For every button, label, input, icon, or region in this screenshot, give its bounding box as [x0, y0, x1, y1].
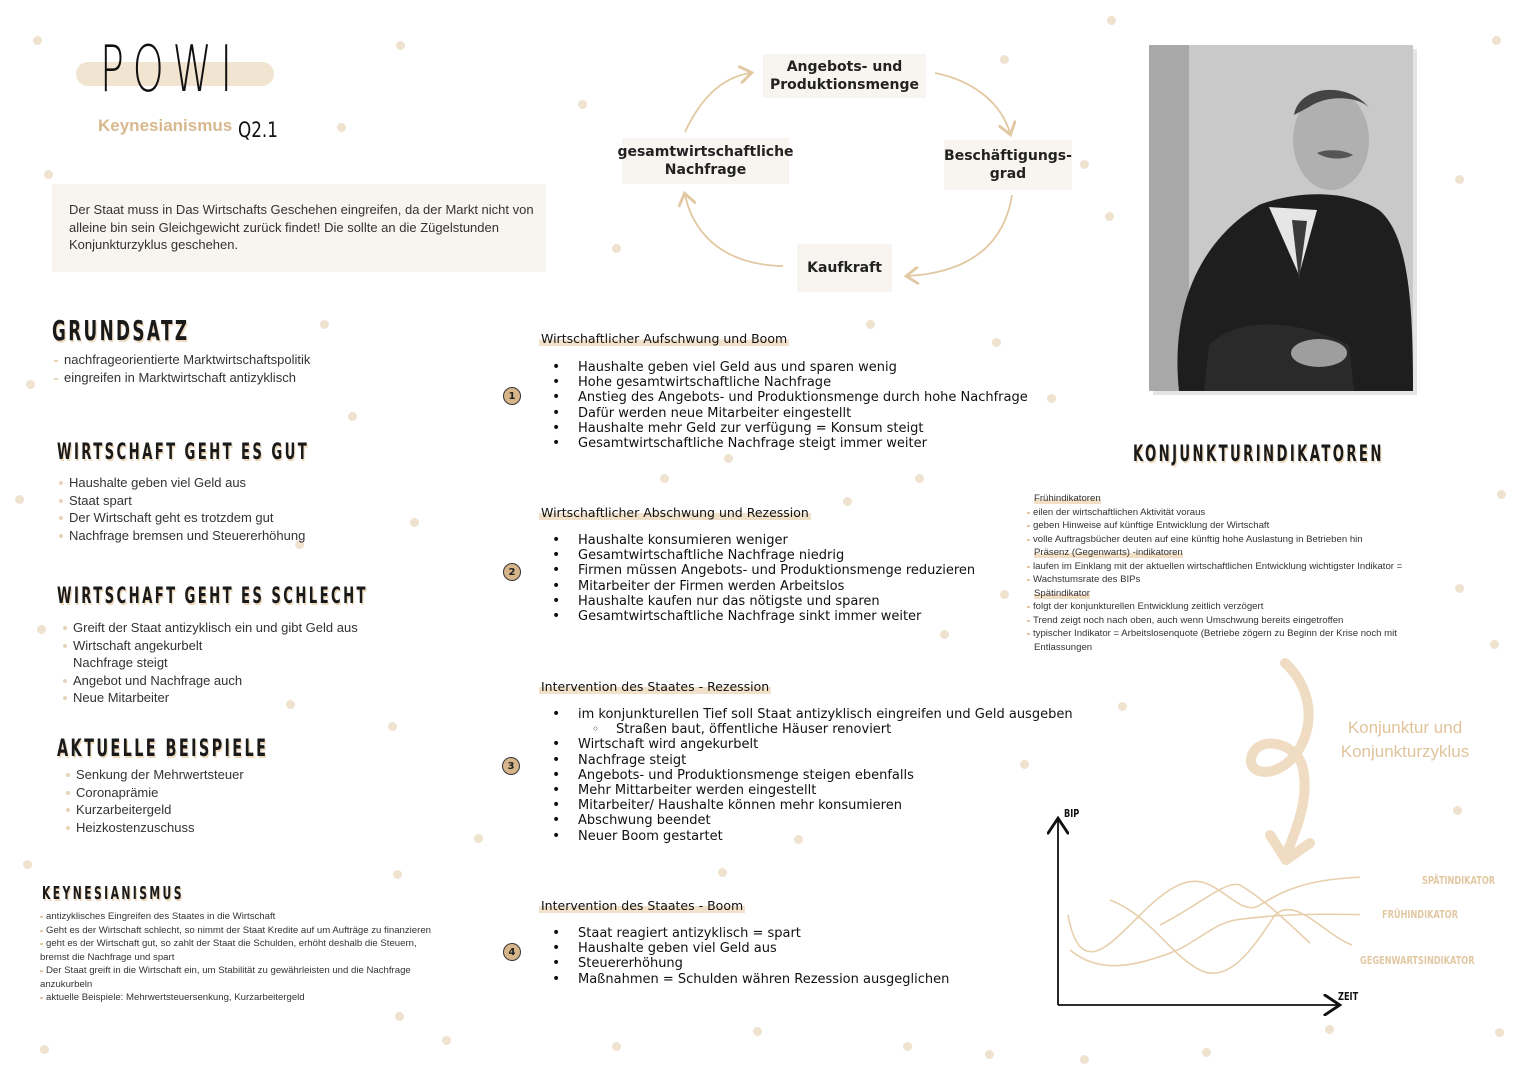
note-line: antizyklisches Eingreifen des Staates in die Wirtschaft — [40, 910, 431, 924]
cycle-production-line: Angebots- und — [786, 59, 903, 75]
intro-line: Der Staat muss in Das Wirtschafts Geschehen eingreifen, da der Markt nicht von — [69, 202, 534, 217]
note-line: laufen im Einklang mit der aktuellen wirtschaftlichen Entwicklung wichtigster Indikator = — [1027, 560, 1402, 574]
list-item: • Anstieg des Angebots- und Produktionsmenge durch hohe Nachfrage — [540, 390, 1028, 405]
wirtschaft-gut-heading: WIRTSCHAFT GEHT ES GUT — [57, 440, 310, 465]
list-item: Greift der Staat antizyklisch ein und gibt Geld aus — [61, 619, 358, 637]
note-line: geben Hinweise auf künftige Entwicklung der Wirtschaft — [1027, 519, 1402, 533]
list-item: nachfrageorientierte Marktwirtschaftspolitik — [52, 351, 310, 369]
section-3-number: 3 — [502, 757, 520, 775]
intro-box — [52, 184, 546, 272]
cycle-production-line: Produktionsmenge — [769, 77, 920, 93]
section-3-list — [540, 707, 1073, 844]
cycle-employment-line: Beschäftigungs- — [944, 148, 1072, 164]
wirtschaft-schlecht-list — [61, 619, 358, 707]
note-line — [1027, 492, 1402, 506]
note-line: eilen der wirtschaftlichen Aktivität voraus — [1027, 506, 1402, 520]
note-line: volle Auftragsbücher deuten auf eine künftig hohe Auslastung in Betrieben hin — [1027, 533, 1402, 547]
note-line: bremst die Nachfrage und spart — [40, 951, 175, 963]
chart-y-label: BIP — [1064, 808, 1080, 820]
cycle-demand-line: gesamtwirtschaftliche — [617, 144, 794, 160]
note-line: Trend zeigt noch nach oben, auch wenn Umschwung bereits eingetroffen — [1027, 614, 1402, 628]
note-line — [1027, 546, 1402, 560]
cycle-demand — [617, 138, 794, 184]
chart-label-spaet: SPÄTINDIKATOR — [1422, 875, 1496, 887]
list-item: • Firmen müssen Angebots- und Produktionsmenge reduzieren — [540, 563, 975, 578]
note-highlight: Präsenz (Gegenwarts) -indikatoren — [1034, 547, 1183, 558]
list-item: Staat spart — [57, 492, 305, 510]
beispiele-list — [64, 766, 244, 836]
section-1-number: 1 — [503, 387, 521, 405]
list-item: • Angebots- und Produktionsmenge steigen ebenfalls — [540, 768, 1073, 783]
note-line: typischer Indikator = Arbeitslosenquote (Betriebe zögern zu Beginn der Krise noch mit — [1027, 627, 1402, 641]
list-item: Nachfrage bremsen und Steuererhöhung — [57, 527, 305, 545]
list-item: • im konjunkturellen Tief soll Staat antizyklisch eingreifen und Geld ausgeben — [540, 707, 1073, 722]
list-item: • Nachfrage steigt — [540, 753, 1073, 768]
list-item: • Mehr Mittarbeiter werden eingestellt — [540, 783, 1073, 798]
list-item: • Haushalte geben viel Geld aus und sparen wenig — [540, 360, 1028, 375]
wirtschaft-schlecht-heading: WIRTSCHAFT GEHT ES SCHLECHT — [57, 584, 368, 609]
chart-label-gegenwart: GEGENWARTSINDIKATOR — [1360, 955, 1475, 967]
list-item: Haushalte geben viel Geld aus — [57, 474, 305, 492]
note-line: folgt der konjunkturellen Entwicklung zeitlich verzögert — [1027, 600, 1402, 614]
list-item: eingreifen in Marktwirtschaft antizyklisch — [52, 369, 310, 387]
list-item: ◦ Straßen baut, öffentliche Häuser renoviert — [540, 722, 1073, 737]
cycle-production — [763, 54, 926, 98]
note-line: anzukurbeln — [40, 978, 93, 990]
list-item: • Wirtschaft wird angekurbelt — [540, 737, 1073, 752]
cycle-purchasing-power-label: Kaufkraft — [807, 260, 882, 276]
section-3-heading: Intervention des Staates - Rezession — [541, 679, 770, 694]
keynesianismus-notes — [40, 910, 431, 1005]
note-line: Entlassungen — [1034, 641, 1093, 653]
wirtschaft-gut-list — [57, 474, 305, 544]
list-item: • Staat reagiert antizyklisch = spart — [540, 926, 949, 941]
list-item: • Mitarbeiter der Firmen werden Arbeitslos — [540, 579, 975, 594]
keynesianismus-heading: KEYNESIANISMUS — [42, 883, 184, 904]
list-item: • Abschwung beendet — [540, 813, 1073, 828]
section-1-list — [540, 360, 1028, 451]
note-line: aktuelle Beispiele: Mehrwertsteuersenkung, Kurzarbeitergeld — [40, 991, 431, 1005]
list-item: • Haushalte konsumieren weniger — [540, 533, 975, 548]
konjunktur-label-line: Konjunkturzyklus — [1340, 742, 1470, 761]
indikatoren-heading: KONJUNKTURINDIKATOREN — [1133, 442, 1384, 467]
list-item: • Haushalte mehr Geld zur verfügung = Konsum steigt — [540, 421, 1028, 436]
section-2-list — [540, 533, 975, 624]
cycle-employment — [944, 140, 1072, 190]
list-item: • Hohe gesamtwirtschaftliche Nachfrage — [540, 375, 1028, 390]
note-line — [1027, 587, 1402, 601]
note-highlight: Spätindikator — [1034, 587, 1090, 599]
portrait-photo — [1149, 45, 1413, 391]
list-item: • Gesamtwirtschaftliche Nachfrage sinkt immer weiter — [540, 609, 975, 624]
course-code: Q2.1 — [238, 118, 278, 142]
konjunktur-label — [1337, 716, 1473, 764]
list-item: Der Wirtschaft geht es trotzdem gut — [57, 509, 305, 527]
list-item: • Gesamtwirtschaftliche Nachfrage steigt immer weiter — [540, 436, 1028, 451]
extra-cycle-line — [1160, 884, 1310, 943]
list-item: Nachfrage steigt — [73, 655, 168, 670]
list-item: Neue Mitarbeiter — [61, 689, 358, 707]
section-4-list — [540, 926, 949, 987]
chart-x-label: ZEIT — [1338, 991, 1359, 1003]
cycle-demand-line: Nachfrage — [664, 162, 747, 178]
cycle-purchasing-power — [797, 244, 892, 292]
list-item: • Haushalte geben viel Geld aus — [540, 941, 949, 956]
list-item: Wirtschaft angekurbelt — [61, 637, 358, 655]
indikatoren-notes — [1027, 492, 1402, 654]
section-2-heading: Wirtschaftlicher Abschwung und Rezession — [541, 505, 809, 520]
list-item: • Maßnahmen = Schulden währen Rezession ausgeglichen — [540, 972, 949, 987]
note-highlight: Frühindikatoren — [1034, 493, 1101, 504]
intro-line: alleine bin sein Gleichgewicht zurück findet! Die sollte an die Zügelstunden — [69, 219, 499, 235]
list-item: • Mitarbeiter/ Haushalte können mehr konsumieren — [540, 798, 1073, 813]
list-item: • Haushalte kaufen nur das nötigste und sparen — [540, 594, 975, 609]
cycle-employment-line: grad — [989, 166, 1027, 182]
intro-line: Konjunkturzyklus geschehen. — [69, 237, 239, 252]
list-item: • Neuer Boom gestartet — [540, 829, 1073, 844]
note-line: geht es der Wirtschaft gut, so zahlt der Staat die Schulden, erhöht deshalb die Steuern, — [40, 937, 431, 951]
page-title: POWI — [100, 33, 241, 107]
note-line: Geht es der Wirtschaft schlecht, so nimmt der Staat Kredite auf um Aufträge zu finanzieren — [40, 924, 431, 938]
chart-label-frueh: FRÜHINDIKATOR — [1382, 909, 1459, 921]
section-4-number: 4 — [503, 943, 521, 961]
list-item: Kurzarbeitergeld — [64, 801, 244, 819]
note-line: Der Staat greift in die Wirtschaft ein, um Stabilität zu gewährleisten und die Nachfrage — [40, 964, 431, 978]
indicator-chart — [1040, 805, 1360, 1020]
section-1-heading: Wirtschaftlicher Aufschwung und Boom — [541, 331, 788, 346]
beispiele-heading: AKTUELLE BEISPIELE — [57, 734, 269, 762]
list-item: Coronaprämie — [64, 784, 244, 802]
page-subtitle: Keynesianismus — [98, 116, 233, 135]
list-item: • Dafür werden neue Mitarbeiter eingestellt — [540, 406, 1028, 421]
grundsatz-list — [52, 351, 310, 386]
gegenwartsindikator-line — [1110, 900, 1352, 973]
list-item: • Gesamtwirtschaftliche Nachfrage niedrig — [540, 548, 975, 563]
list-item: • Steuererhöhung — [540, 956, 949, 971]
list-item: Heizkostenzuschuss — [64, 819, 244, 837]
konjunktur-label-line: Konjunktur und — [1347, 718, 1463, 737]
grundsatz-heading: GRUNDSATZ — [52, 314, 190, 347]
section-2-number: 2 — [503, 563, 521, 581]
section-4-heading: Intervention des Staates - Boom — [541, 898, 744, 913]
list-item: Angebot und Nachfrage auch — [61, 672, 358, 690]
list-item: Senkung der Mehrwertsteuer — [64, 766, 244, 784]
note-line: Wachstumsrate des BIPs — [1027, 573, 1402, 587]
